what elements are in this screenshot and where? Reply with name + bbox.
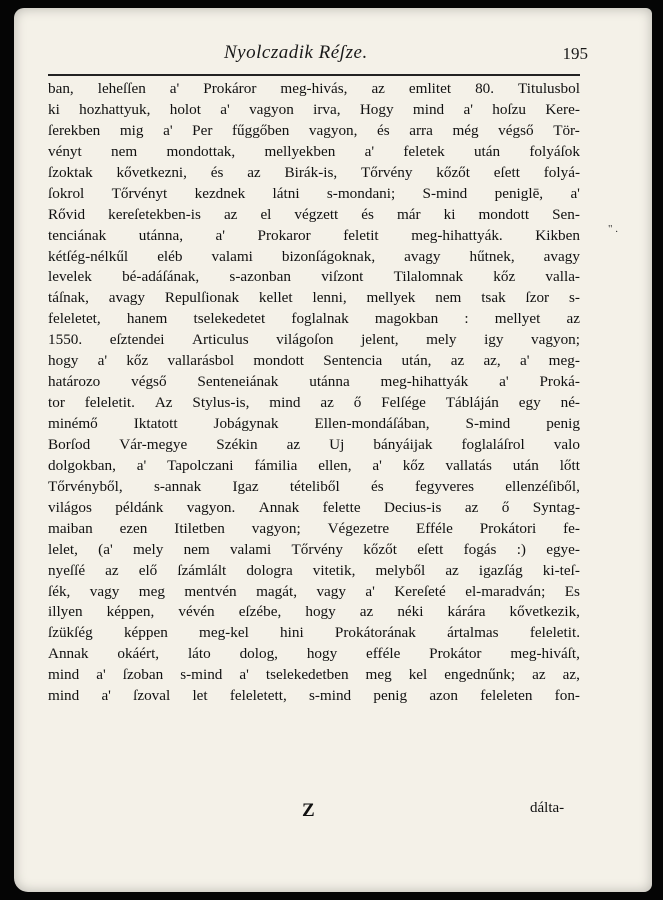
text-line: levelek bé-adáſának, s-azonban viſzont Tilalomnak kőz valla- xyxy=(48,268,580,286)
text-line: 1550. eſztendei Articulus világoſon jelent, mely igy vagyon; xyxy=(48,331,580,349)
text-line: tor feleletit. Az Stylus-is, mind az ő Felſége Tábláján egy né- xyxy=(48,394,580,412)
signature-mark: Z xyxy=(302,800,315,821)
text-line: Rővid kereſetekben-is az el végzett és már ki mondott Sen- xyxy=(48,205,580,223)
text-line: dolgokban, a' Tapolczani fámilia ellen, a' kőz vallatás után lőtt xyxy=(48,456,580,474)
text-line: Borſod Vár-megye Székin az Uj bányáijak foglaláſrol valo xyxy=(48,435,580,453)
page-number: 195 xyxy=(562,44,588,63)
catchword: dálta- xyxy=(530,800,565,816)
text-line: ſokrol Tőrvényt kezdnek látni s-mondani; S-mind peniglē, a' xyxy=(48,184,580,202)
book-page xyxy=(14,8,652,892)
text-line: ſzükſég képpen meg-kel hini Prokátorának ártalmas feleletit. xyxy=(48,624,580,642)
text-line: tenciának utánna, a' Prokaror feletit meg-hihattyák. Kikben xyxy=(48,226,580,244)
margin-mark: " . xyxy=(608,223,618,235)
text-line: ban, leheſſen a' Prokáror meg-hivás, az emlitet 80. Titulusbol xyxy=(48,80,580,97)
running-head xyxy=(74,42,594,70)
text-line: hogy a' kőz vallarásbol mondott Sentencia után, az az, a' meg- xyxy=(48,352,580,370)
text-line: mind a' ſzoval let feleletett, s-mind penig azon feleleten fon- xyxy=(48,687,580,705)
text-line: illyen képpen, vévén eſzébe, hogy az néki kárára kővetkezik, xyxy=(48,603,580,621)
text-line: feleletet, hanem tselekedetet foglalnak magokban : mellyet az xyxy=(48,310,580,328)
header-rule xyxy=(48,74,580,76)
text-line: lelet, (a' mely nem valami Tőrvény kőzőt eſett fogás :) egye- xyxy=(48,540,580,558)
text-line: ſék, vagy meg mentvén magát, vagy a' Kereſeté el-maradván; Es xyxy=(48,582,580,600)
text-line: kétſég-nélkűl eléb valami bizonſágoknak, avagy hűtnek, avagy xyxy=(48,247,580,265)
text-line: maiban ezen Itiletben vagyon; Végezetre Efféle Prokátori fe- xyxy=(48,519,580,537)
text-line: Tőrvényből, s-annak Igaz tételiből és fegyveres ellenzéſiből, xyxy=(48,477,580,495)
text-line: minémő Iktatott Jobágynak Ellen-mondáſában, S-mind penig xyxy=(48,415,580,432)
running-title: Nyolczadik Réʃze. xyxy=(224,42,368,63)
text-line: vényt nem mondottak, mellyekben a' feletek után folyáſok xyxy=(48,142,580,160)
text-line: határozo végső Senteneiának utánna meg-hihattyák a' Proká- xyxy=(48,373,580,391)
body-text xyxy=(48,79,580,707)
text-line: ſzoktak kővetkezni, és az Birák-is, Tőrvény kőzőt eſett folyá- xyxy=(48,163,580,181)
text-line: Annak okáért, láto dolog, hogy efféle Prokátor meg-hiváſt, xyxy=(48,645,580,663)
text-line: világos példánk vagyon. Annak felette Decius-is az ő Syntag- xyxy=(48,498,580,516)
text-line: táſnak, avagy Repulſionak kellet lenni, mellyek nem tsak ſzor s- xyxy=(48,289,580,307)
text-line: mind a' ſzoban s-mind a' tselekedetben meg kel engednűnk; az az, xyxy=(48,666,580,684)
text-line: nyeſſé az elő ſzámlált dologra vitetik, melyből az igazſág ki-teſ- xyxy=(48,561,580,579)
text-line: ſerekben mig a' Per fűggőben vagyon, és arra még végső Tör- xyxy=(48,121,580,139)
text-line: ki hozhattyuk, holot a' vagyon irva, Hogy mind a' hoſzu Kere- xyxy=(48,100,580,118)
